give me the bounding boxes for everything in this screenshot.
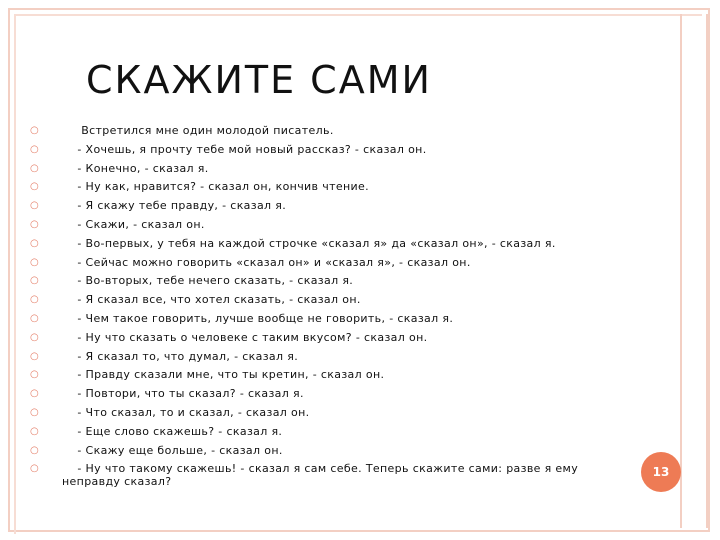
circle-outline-icon: ○ (30, 218, 40, 230)
circle-outline-icon: ○ (30, 237, 40, 249)
list-item (30, 331, 630, 344)
circle-outline-icon: ○ (30, 125, 40, 136)
circle-outline-icon: ○ (30, 200, 40, 212)
list-item-text: - Сейчас можно говорить «сказал он» и «сказал я», - сказал он. (62, 255, 471, 269)
list-item-text: - Ну как, нравится? - сказал он, кончив чтение. (62, 180, 369, 194)
list-item (30, 256, 630, 269)
list-item-text: - Что сказал, то и сказал, - сказал он. (62, 405, 310, 419)
list-item-text: - Я скажу тебе правду, - сказал я. (62, 199, 287, 213)
list-item-text: - Скажу еще больше, - сказал он. (62, 443, 283, 457)
list-item-text: - Во-вторых, тебе нечего сказать, - сказал я. (62, 274, 354, 288)
circle-outline-icon: ○ (30, 463, 40, 475)
list-item-text: - Скажи, - сказал он. (62, 217, 205, 231)
page-number-badge: 13 (641, 452, 681, 492)
dialogue-list (30, 124, 630, 494)
list-item (30, 237, 630, 250)
list-item (30, 425, 630, 438)
circle-outline-icon: ○ (30, 181, 40, 193)
list-item (30, 274, 630, 287)
circle-outline-icon: ○ (30, 256, 40, 268)
list-item (30, 180, 630, 193)
list-item (30, 162, 630, 175)
list-item (30, 124, 630, 137)
list-item (30, 199, 630, 212)
list-item (30, 444, 630, 457)
list-item-text: - Ну что такому скажешь! - сказал я сам себе. Теперь скажите сами: разве я ему неправду сказал? (62, 462, 582, 489)
list-item-text: - Ну что сказать о человеке с таким вкусом? - сказал он. (62, 330, 428, 344)
list-item (30, 350, 630, 363)
list-item-text: - Я сказал то, что думал, - сказал я. (62, 349, 299, 363)
circle-outline-icon: ○ (30, 369, 40, 381)
circle-outline-icon: ○ (30, 331, 40, 343)
list-item (30, 462, 630, 488)
list-item (30, 387, 630, 400)
list-item (30, 406, 630, 419)
list-item-text: - Я сказал все, что хотел сказать, - сказал он. (62, 293, 361, 307)
circle-outline-icon: ○ (30, 312, 40, 324)
circle-outline-icon: ○ (30, 162, 40, 174)
circle-outline-icon: ○ (30, 294, 40, 306)
list-item (30, 312, 630, 325)
slide-side-bar (680, 14, 708, 528)
circle-outline-icon: ○ (30, 388, 40, 400)
list-item-text: Встретился мне один молодой писатель. (62, 124, 334, 137)
list-item (30, 293, 630, 306)
list-item-text: - Конечно, - сказал я. (62, 161, 209, 175)
circle-outline-icon: ○ (30, 406, 40, 418)
list-item-text: - Повтори, что ты сказал? - сказал я. (62, 387, 304, 401)
list-item-text: - Правду сказали мне, что ты кретин, - сказал он. (62, 368, 385, 382)
list-item (30, 368, 630, 381)
list-item (30, 218, 630, 231)
list-item-text: - Хочешь, я прочту тебе мой новый рассказ? - сказал он. (62, 142, 427, 156)
circle-outline-icon: ○ (30, 425, 40, 437)
list-item-text: - Еще слово скажешь? - сказал я. (62, 424, 283, 438)
circle-outline-icon: ○ (30, 143, 40, 155)
list-item (30, 143, 630, 156)
circle-outline-icon: ○ (30, 275, 40, 287)
circle-outline-icon: ○ (30, 350, 40, 362)
list-item-text: - Чем такое говорить, лучше вообще не говорить, - сказал я. (62, 311, 454, 325)
circle-outline-icon: ○ (30, 444, 40, 456)
list-item-text: - Во-первых, у тебя на каждой строчке «сказал я» да «сказал он», - сказал я. (62, 236, 556, 250)
slide-title: СКАЖИТЕ САМИ (86, 58, 432, 102)
